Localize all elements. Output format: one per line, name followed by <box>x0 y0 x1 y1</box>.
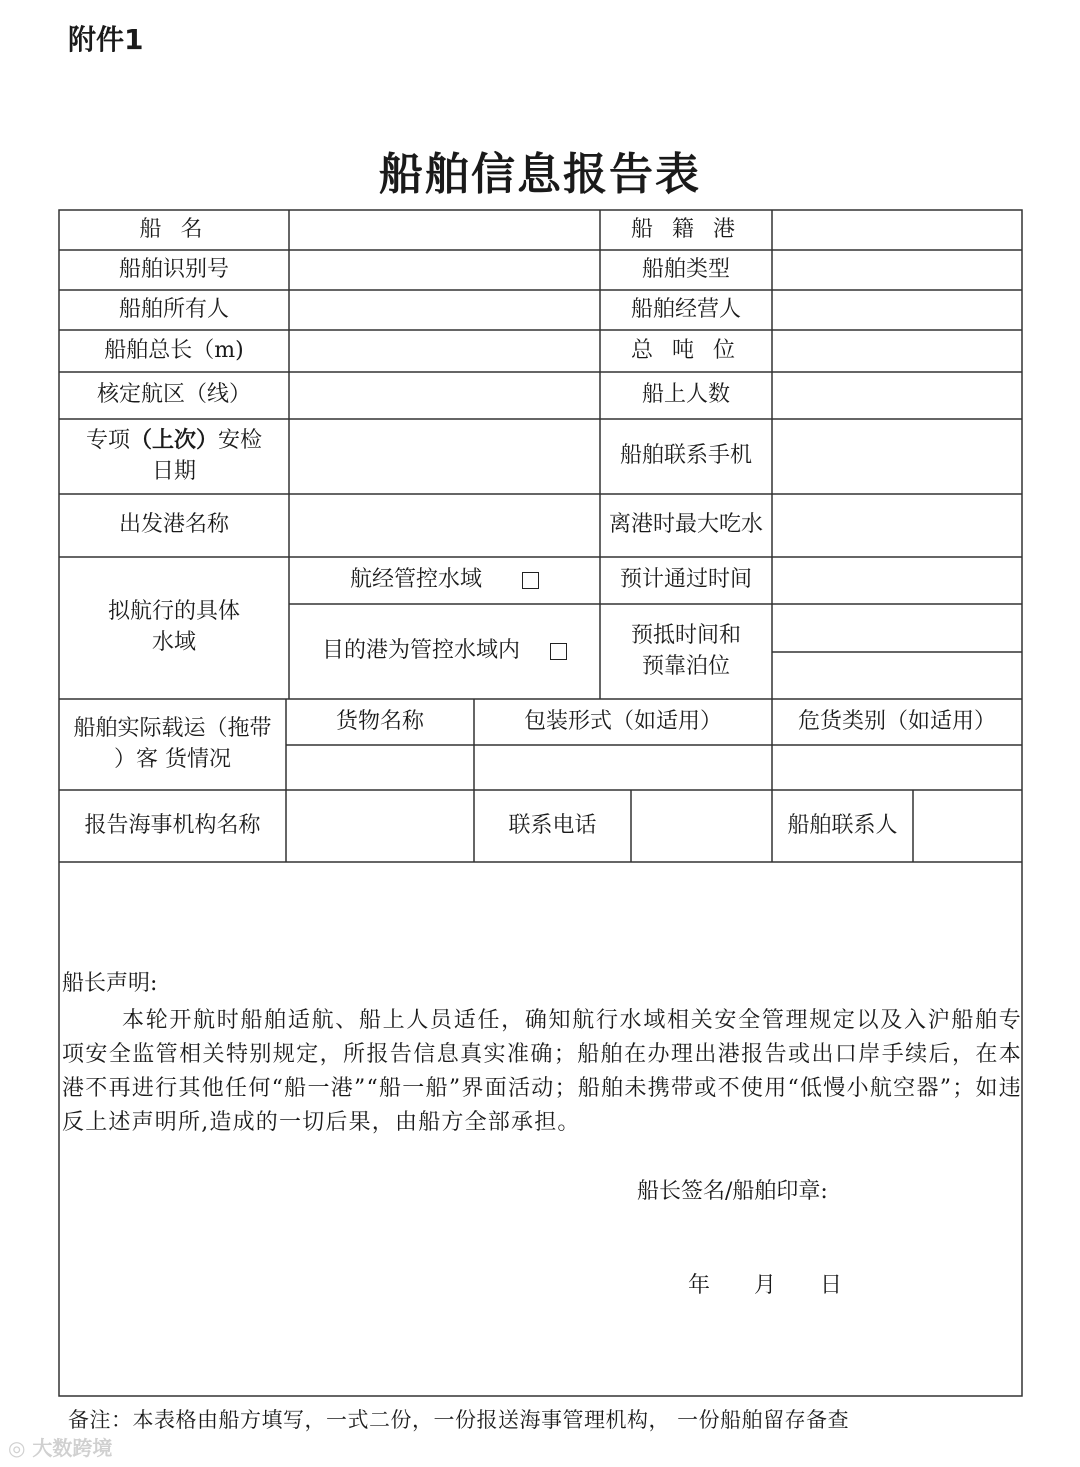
inspection-date-line2: 日期 <box>151 459 196 484</box>
label-nav-area: 核定航区（线） <box>96 382 251 408</box>
label-eta-berth <box>600 604 772 699</box>
input-dg-class[interactable] <box>772 745 1022 790</box>
input-eta-pass[interactable] <box>772 557 1022 604</box>
attachment-label: 附件1 <box>68 23 144 56</box>
input-length[interactable] <box>289 330 600 372</box>
input-ship-id[interactable] <box>289 250 600 290</box>
input-gross-tonnage[interactable] <box>772 330 1022 372</box>
cargo-line1: 船舶实际载运（拖带 <box>73 715 272 741</box>
dest-controlled-label: 目的港为管控水域内 <box>321 638 520 664</box>
declaration-heading: 船长声明: <box>62 971 158 996</box>
inspection-date-suffix: 安检 <box>218 428 263 454</box>
cargo-line2: ）客 货情况 <box>114 746 231 772</box>
input-msa-name[interactable] <box>286 790 474 862</box>
label-gross-tonnage: 总 吨 位 <box>631 337 741 363</box>
input-ship-type[interactable] <box>772 250 1022 290</box>
date-day: 日 <box>820 1273 843 1298</box>
dest-controlled-checkbox[interactable] <box>550 643 567 660</box>
label-operator: 船舶经营人 <box>630 296 741 322</box>
label-cargo-name: 货物名称 <box>335 708 424 734</box>
input-max-draft[interactable] <box>772 494 1022 557</box>
label-ship-name: 船 名 <box>139 216 209 242</box>
watermark: ◎ 大数跨境 <box>8 1436 113 1460</box>
label-owner: 船舶所有人 <box>118 296 229 322</box>
input-owner[interactable] <box>289 290 600 330</box>
signature-label: 船长签名/船舶印章: <box>637 1179 828 1204</box>
input-departure-port[interactable] <box>289 494 600 557</box>
inspection-date-prefix: 专项 <box>85 428 130 454</box>
form-title: 船舶信息报告表 <box>379 149 701 200</box>
date-month: 月 <box>754 1273 777 1298</box>
input-nav-area[interactable] <box>289 372 600 419</box>
footnote: 备注：本表格由船方填写，一式二份，一份报送海事管理机构， 一份船舶留存备查 <box>68 1408 850 1432</box>
label-max-draft: 离港时最大吃水 <box>608 512 763 538</box>
label-phone: 联系电话 <box>508 812 597 838</box>
eta-berth-line1: 预抵时间和 <box>630 622 741 648</box>
declaration-body: 本轮开航时船舶适航、船上人员适任，确知航行水域相关安全管理规定以及入沪船舶专项安全监管相关特别规定，所报告信息真实准确；船舶在办理出港报告或出口岸手续后，在本港不再进行其他任何“船一港”“船一船”界面活动；船舶未携带或不使用“低慢小航空器”；如违反上述声明所,造成的一切后果，由船方全部承担。 <box>62 1008 1022 1135</box>
label-msa-name: 报告海事机构名称 <box>84 812 261 838</box>
input-packaging[interactable] <box>474 745 772 790</box>
input-ship-phone[interactable] <box>772 419 1022 494</box>
label-contact: 船舶联系人 <box>787 812 898 838</box>
planned-waters-line1: 拟航行的具体 <box>107 599 240 625</box>
label-ship-type: 船舶类型 <box>641 256 730 282</box>
label-eta-pass: 预计通过时间 <box>619 567 752 593</box>
label-ship-phone: 船舶联系手机 <box>619 443 752 469</box>
label-ship-id: 船舶识别号 <box>118 256 229 282</box>
label-persons-on-board: 船上人数 <box>641 382 730 408</box>
label-length: 船舶总长（m) <box>104 337 244 363</box>
label-port-of-registry: 船 籍 港 <box>631 216 741 242</box>
input-port-of-registry[interactable] <box>772 210 1022 250</box>
label-cargo <box>59 699 286 790</box>
input-ship-name[interactable] <box>289 210 600 250</box>
input-inspection-date[interactable] <box>289 419 600 494</box>
watermark-text: 大数跨境 <box>32 1436 113 1460</box>
input-eta[interactable] <box>772 604 1022 652</box>
option-via-controlled[interactable] <box>289 557 600 604</box>
input-phone[interactable] <box>631 790 772 862</box>
date-line <box>688 1268 886 1299</box>
label-packaging: 包装形式（如适用） <box>523 708 722 734</box>
inspection-date-bold: （上次） <box>129 427 218 454</box>
label-inspection-date <box>59 419 289 494</box>
via-controlled-checkbox[interactable] <box>522 572 539 589</box>
planned-waters-line2: 水域 <box>151 630 196 655</box>
input-cargo-name[interactable] <box>286 745 474 790</box>
label-planned-waters <box>59 557 289 699</box>
input-berth[interactable] <box>772 652 1022 699</box>
input-operator[interactable] <box>772 290 1022 330</box>
date-year: 年 <box>688 1273 711 1298</box>
label-dg-class: 危货类别（如适用） <box>797 708 996 734</box>
via-controlled-label: 航经管控水域 <box>349 567 482 593</box>
eta-berth-line2: 预靠泊位 <box>641 653 730 679</box>
option-dest-controlled[interactable] <box>289 604 600 699</box>
input-persons-on-board[interactable] <box>772 372 1022 419</box>
label-departure-port: 出发港名称 <box>118 512 229 538</box>
input-contact[interactable] <box>913 790 1022 862</box>
